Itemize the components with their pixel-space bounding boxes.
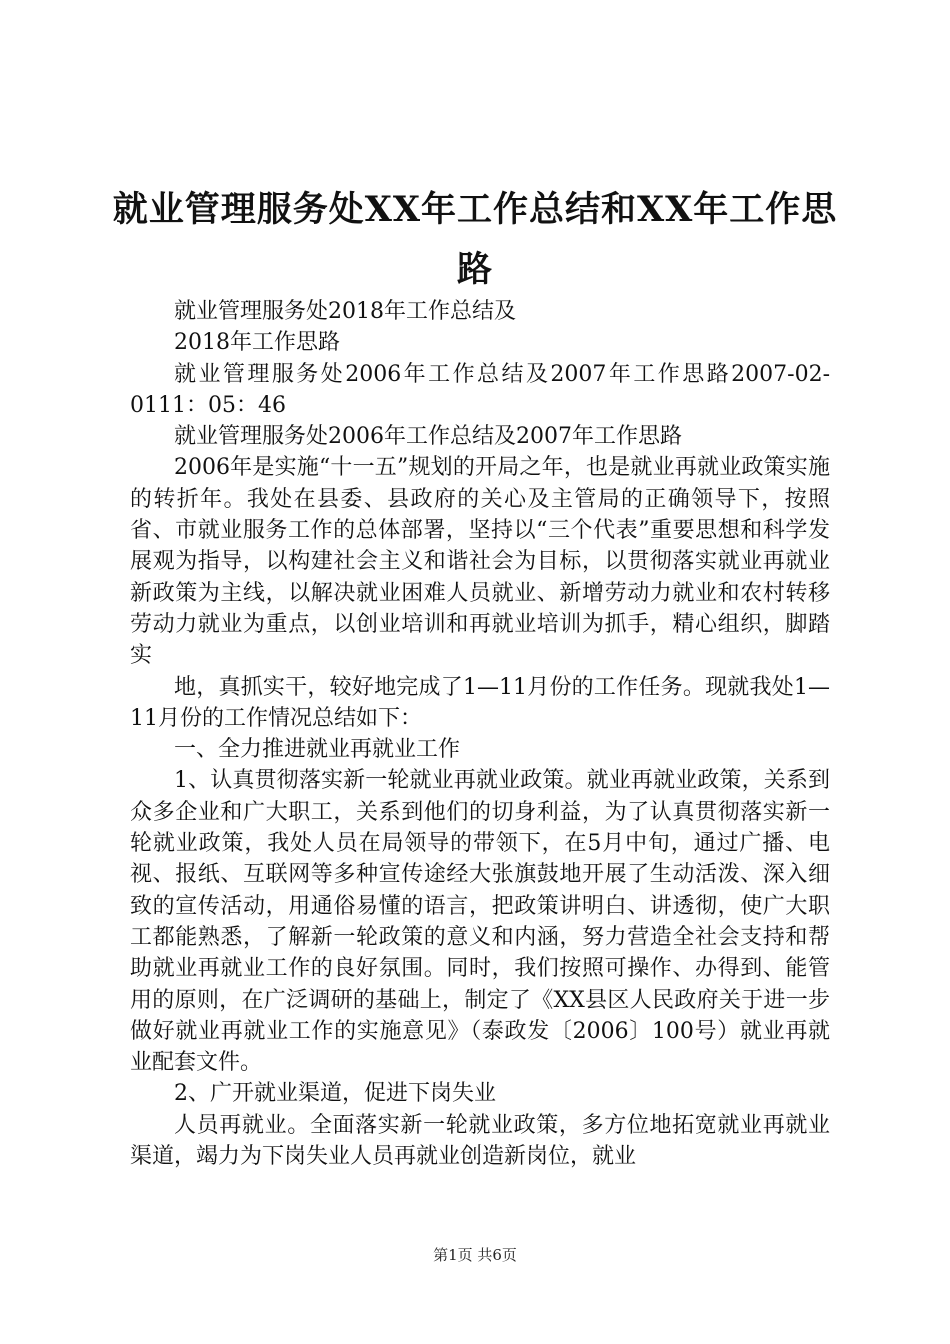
paragraph: 就业管理服务处2006年工作总结及2007年工作思路 xyxy=(174,424,682,450)
paragraph: 就业管理服务处2018年工作总结及 xyxy=(174,299,516,324)
paragraph: 地，真抓实干，较好地完成了1—11月份的工作任务。现就我处1—11月份的工作情况总结如下： xyxy=(130,674,830,731)
paragraph: 2006年是实施“十一五”规划的开局之年，也是就业再就业政策实施的转折年。我处在县委、县政府的关心及主管局的正确领导下，按照省、市就业服务工作的总体部署，坚持以“三个代表”重要思想和科学发展观为指导，以构建社会主义和谐社会为目标，以贯彻落实就业再就业新政策为主线，以解决就业困难人员就业、新增劳动力就业和农村转移劳动力就业为重点，以创业培训和再就业培训为抓手，精心组织，脚踏实 xyxy=(130,455,830,669)
document-body xyxy=(130,296,830,1172)
paragraph: 人员再就业。全面落实新一轮就业政策，多方位地拓宽就业再就业渠道，竭力为下岗失业人员再就业创造新岗位，就业 xyxy=(130,1112,830,1170)
document-title: 就业管理服务处XX年工作总结和XX年工作思路 xyxy=(112,189,838,290)
paragraph: 2018年工作思路 xyxy=(174,330,340,356)
section-heading: 一、全力推进就业再就业工作 xyxy=(174,737,461,763)
paragraph: 1、认真贯彻落实新一轮就业再就业政策。就业再就业政策，关系到众多企业和广大职工，关系到他们的切身利益，为了认真贯彻落实新一轮就业政策，我处人员在局领导的带领下，在5月中旬，通过广播、电视、报纸、互联网等多种宣传途经大张旗鼓地开展了生动活泼、深入细致的宣传活动，用通俗易懂的语言，把政策讲明白、讲透彻，使广大职工都能熟悉，了解新一轮政策的意义和内涵，努力营造全社会支持和帮助就业再就业工作的良好氛围。同时，我们按照可操作、办得到、能管用的原则，在广泛调研的基础上，制定了《XX县区人民政府关于进一步做好就业再就业工作的实施意见》（泰政发〔2006〕100号）就业再就业配套文件。 xyxy=(130,768,830,1076)
paragraph: 2、广开就业渠道，促进下岗失业 xyxy=(174,1081,496,1107)
paragraph: 就业管理服务处2006年工作总结及2007年工作思路2007-02-0111：05：46 xyxy=(130,361,830,418)
page-footer: 第1页 共6页 xyxy=(433,1246,517,1264)
